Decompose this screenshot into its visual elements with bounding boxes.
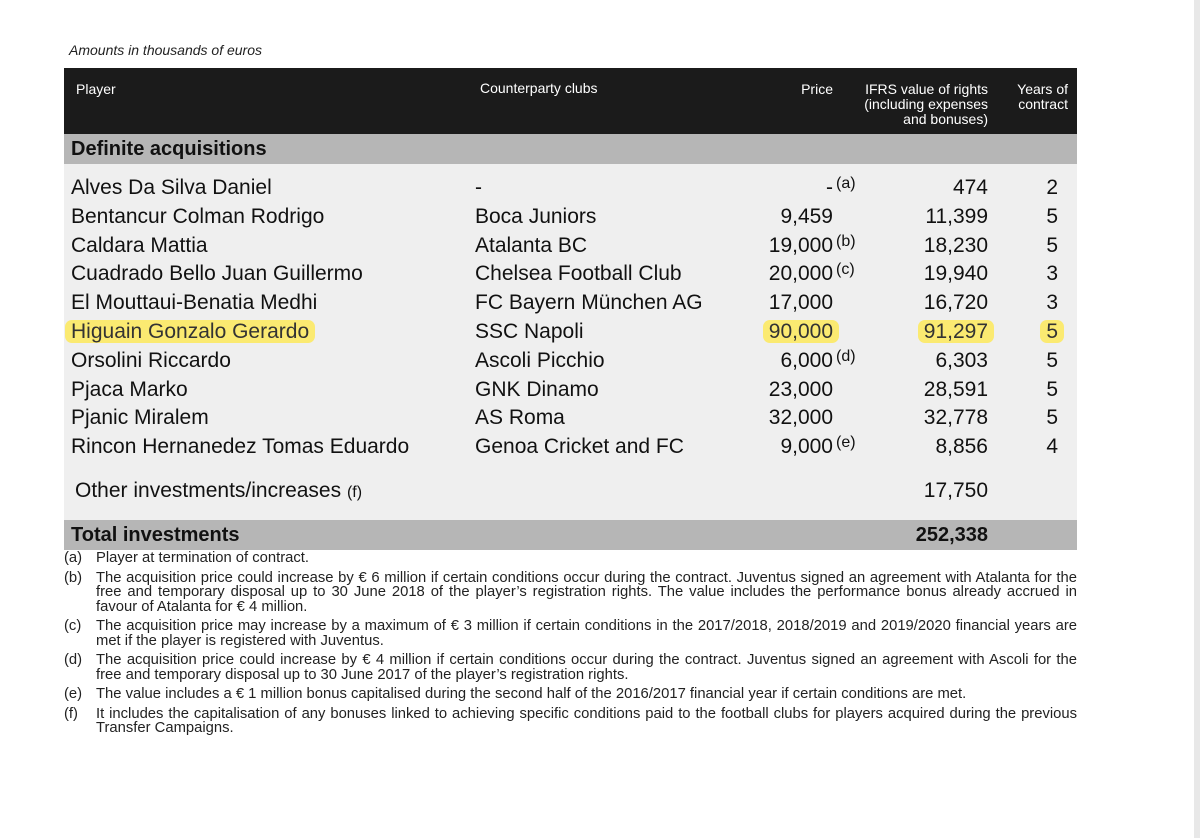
price-note: (d) [836,347,856,365]
price-cell: 32,000 [768,406,833,430]
footnotes [64,551,1077,741]
footnote-text: The value includes a € 1 million bonus capitalised during the second half of the 2016/2017 financial year if certain conditions are met. [96,686,967,702]
footnote-label: (a) [64,550,83,566]
footnote-label: (b) [64,569,83,586]
club-cell: Atalanta BC [475,233,588,257]
ifrs-cell: 32,778 [923,406,988,430]
price-cell: - [826,176,833,199]
ifrs-cell [924,318,988,347]
table-row [64,260,1077,289]
price-cell [769,318,833,347]
table-row [64,376,1077,405]
highlight-mark: 5 [1040,320,1064,343]
footnote [64,707,1077,736]
ifrs-cell: 18,230 [923,233,988,257]
footnote [64,619,1077,648]
table-row [64,404,1077,433]
table-row [64,433,1077,462]
years-cell: 5 [1046,204,1058,228]
player-cell [71,318,309,347]
table-row [64,232,1077,261]
price-cell: 19,000 [768,233,833,257]
other-ifrs: 17,750 [923,478,988,502]
header-price: Price [801,81,833,97]
price-note: (e) [836,434,856,452]
ifrs-cell: 6,303 [935,348,988,372]
header-ifrs [864,82,988,127]
header-ifrs-line: (including expenses [864,96,988,112]
amounts-caption: Amounts in thousands of euros [69,42,263,58]
footnote-text: The acquisition price could increase by € 4 million if certain conditions occur during the contract. Juventus signed an agreement with Ascoli for the free and temporary disposal up to 30 June 2017 of the player’s registration rights. [96,652,1077,683]
years-cell: 5 [1046,406,1058,430]
price-cell: 23,000 [768,377,833,401]
footnote-text: It includes the capitalisation of any bonuses linked to achieving specific conditions paid to the football clubs for players acquired during the previous Transfer Campaigns. [96,705,1077,736]
table-row [64,289,1077,318]
player-cell: Orsolini Riccardo [71,348,231,372]
player-cell: Cuadrado Bello Juan Guillermo [71,262,363,286]
table-row [64,174,1077,203]
header-years-line: Years of [1017,81,1068,97]
header-years-line: contract [1018,96,1068,112]
club-cell: SSC Napoli [475,319,584,343]
price-note: (c) [836,261,855,279]
table-body [64,164,1077,520]
other-label-text: Other investments/increases [75,478,342,502]
section-title: Definite acquisitions [64,134,1077,164]
price-cell: 9,000 [780,435,833,459]
highlight-mark: 90,000 [763,320,839,343]
years-cell: 5 [1046,377,1058,401]
club-cell: Ascoli Picchio [475,348,605,372]
header-counterparty: Counterparty clubs [480,80,598,96]
table-header [64,68,1077,134]
ifrs-cell: 474 [952,176,988,199]
player-cell: Caldara Mattia [71,233,208,257]
table-row [64,203,1077,232]
player-cell: Pjanic Miralem [71,406,209,430]
footnote [64,653,1077,682]
header-ifrs-line: and bonuses) [903,111,988,127]
header-player: Player [76,81,116,97]
footnote [64,571,1077,615]
price-cell: 9,459 [780,204,833,228]
total-row [64,520,1077,550]
table-rows [64,174,1077,462]
highlight-mark: Higuain Gonzalo Gerardo [65,320,315,343]
club-cell: Chelsea Football Club [475,262,682,286]
other-note: (f) [346,483,363,501]
footnote-label: (d) [64,652,83,668]
price-note: (a) [836,175,856,192]
years-cell: 5 [1046,348,1058,372]
player-cell: Rincon Hernanedez Tomas Eduardo [71,435,410,459]
ifrs-cell: 8,856 [935,435,988,459]
other-investments-row [64,474,1077,508]
years-cell: 2 [1046,176,1058,199]
club-cell: Genoa Cricket and FC [475,435,684,459]
price-note: (b) [836,232,856,250]
ifrs-cell: 28,591 [923,377,988,401]
acquisitions-table [64,68,1077,550]
header-years [1017,82,1068,112]
footnote-label: (c) [64,618,82,634]
header-ifrs-line: IFRS value of rights [865,81,988,97]
player-cell: Bentancur Colman Rodrigo [71,204,325,228]
footnote-label: (f) [64,705,78,722]
footnote-label: (e) [64,686,83,702]
years-cell: 3 [1046,291,1058,315]
highlight-mark: 91,297 [918,320,994,343]
years-cell: 4 [1046,435,1058,459]
other-label [75,474,362,510]
player-cell: Pjaca Marko [71,377,188,401]
scrollbar[interactable] [1194,0,1200,838]
years-cell: 3 [1046,262,1058,286]
club-cell: GNK Dinamo [475,377,599,401]
ifrs-cell: 16,720 [923,291,988,315]
footnote-text: The acquisition price may increase by a maximum of € 3 million if certain conditions in the 2017/2018, 2018/2019 and 2019/2020 financial years are met if the player is registered with Juventus. [96,618,1077,649]
footnote [64,687,1077,702]
years-cell [1046,318,1058,347]
total-ifrs: 252,338 [915,523,988,546]
club-cell: AS Roma [475,406,565,430]
price-cell: 17,000 [768,291,833,315]
table-row [64,318,1077,347]
ifrs-cell: 19,940 [923,262,988,286]
price-cell: 20,000 [768,262,833,286]
club-cell: - [475,176,482,199]
footnote [64,551,1077,566]
club-cell: Boca Juniors [475,204,597,228]
player-cell: Alves Da Silva Daniel [71,176,272,199]
total-label: Total investments [71,523,240,546]
player-cell: El Mouttaui-Benatia Medhi [71,291,318,315]
table-row [64,347,1077,376]
price-cell: 6,000 [780,348,833,372]
footnote-text: Player at termination of contract. [96,550,310,566]
years-cell: 5 [1046,233,1058,257]
club-cell: FC Bayern München AG [475,291,703,315]
ifrs-cell: 11,399 [925,204,988,228]
footnote-text: The acquisition price could increase by € 6 million if certain conditions occur during the contract. Juventus signed an agreement with Atalanta for the free and temporary disposal up to 30 June 2018 of the player’s registration rights. The value includes the performance bonus already accrued in favour of Atalanta for € 4 million. [96,569,1077,615]
